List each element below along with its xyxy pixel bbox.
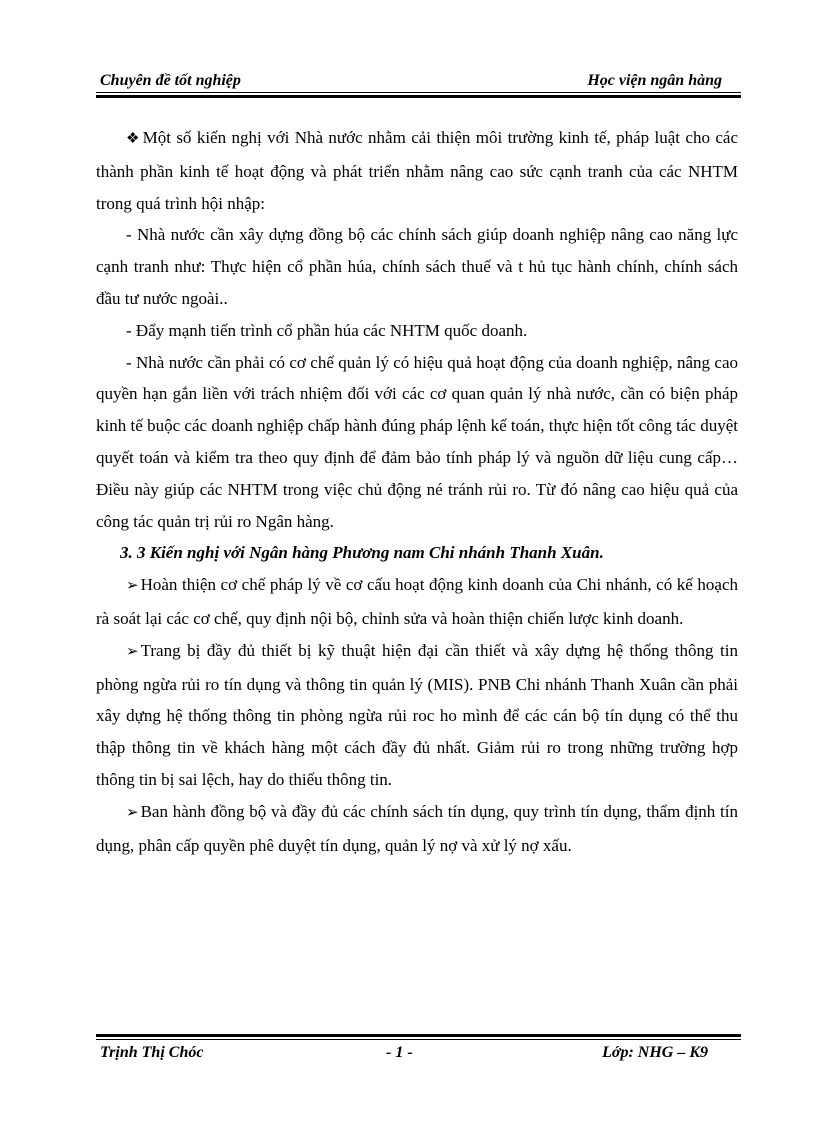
header-institution: Học viện ngân hàng — [587, 72, 722, 89]
page-header — [96, 72, 738, 92]
page-footer — [96, 1044, 738, 1064]
paragraph-dash-item: - Đẩy mạnh tiến trình cổ phần húa các NHTM quốc doanh. — [126, 320, 528, 340]
footer-rule-thick — [96, 1034, 741, 1037]
header-rule-thin — [96, 92, 741, 93]
arrow-bullet-icon: ➢ — [126, 643, 139, 660]
footer-rule-thin — [96, 1039, 741, 1040]
paragraph-arrow-item — [96, 569, 738, 635]
arrow-bullet-icon: ➢ — [126, 804, 139, 821]
paragraph-text: Một số kiến nghị với Nhà nước nhằm cải thiện môi trường kinh tế, pháp luật cho các thành phần kinh tế hoạt động và phát triển nhằm nâng cao sức cạnh tranh của các NHTM trong quá trình hội nhập: — [96, 128, 738, 213]
paragraph-dash-item: - Nhà nước cần xây dựng đồng bộ các chính sách giúp doanh nghiệp nâng cao năng lực cạnh tranh như: Thực hiện cổ phần húa, chính sách thuế và t hủ tục hành chính, chính sách đầu tư nước ngoài.. — [96, 225, 738, 308]
arrow-bullet-icon: ➢ — [126, 578, 139, 595]
diamond-bullet-icon: ❖ — [126, 131, 141, 147]
paragraph-dash-item: - Nhà nước cần phải có cơ chế quản lý có hiệu quả hoạt động của doanh nghiệp, nâng cao quyền hạn gắn liền với trách nhiệm đối với các cơ quan quản lý nhà nước, cần có biện pháp kinh tế buộc các doanh nghiệp chấp hành đúng pháp lệnh kế toán, thực hiện tốt công tác duyệt quyết toán và kiểm tra theo quy định để đảm bảo tính pháp lý và nguồn dữ liệu cung cấp…Điều này giúp các NHTM trong việc chủ động né tránh rủi ro. Từ đó nâng cao hiệu quả của công tác quản trị rủi ro Ngân hàng. — [96, 352, 738, 531]
header-document-type: Chuyên đề tốt nghiệp — [100, 72, 241, 89]
footer-class: Lớp: NHG – K9 — [602, 1044, 708, 1061]
paragraph-text: Ban hành đồng bộ và đầy đủ các chính sách tín dụng, quy trình tín dụng, thẩm định tín dụng, phân cấp quyền phê duyệt tín dụng, quản lý nợ và xử lý nợ xấu. — [96, 801, 738, 855]
paragraph-arrow-item — [96, 635, 738, 796]
paragraph-text: Hoàn thiện cơ chế pháp lý về cơ cấu hoạt động kinh doanh của Chi nhánh, có kế hoạch rà soát lại các cơ chế, quy định nội bộ, chỉnh sửa và hoàn thiện chiến lược kinh doanh. — [96, 575, 738, 628]
page-body — [96, 122, 738, 861]
page-number: - 1 - — [386, 1044, 413, 1061]
section-heading: 3. 3 Kiến nghị với Ngân hàng Phương nam Chi nhánh Thanh Xuân. — [120, 543, 604, 563]
paragraph-text: Trang bị đầy đủ thiết bị kỹ thuật hiện đại cần thiết và xây dựng hệ thống thông tin phòng ngừa rủi ro tín dụng và thông tin quản lý (MIS). PNB Chi nhánh Thanh Xuân cần phải xây dựng hệ thống thông tin phòng ngừa rủi roc ho mình để các cán bộ tín dụng có thể thu thập thông tin về khách hàng một cách đầy đủ nhất. Giảm rủi ro trong những trường hợp thông tin bị sai lệch, hay do thiếu thông tin. — [96, 640, 738, 789]
paragraph-arrow-item — [96, 796, 738, 862]
paragraph-recommendations-state — [96, 122, 738, 219]
footer-author: Trịnh Thị Chóc — [100, 1044, 204, 1061]
header-rule-thick — [96, 95, 741, 98]
